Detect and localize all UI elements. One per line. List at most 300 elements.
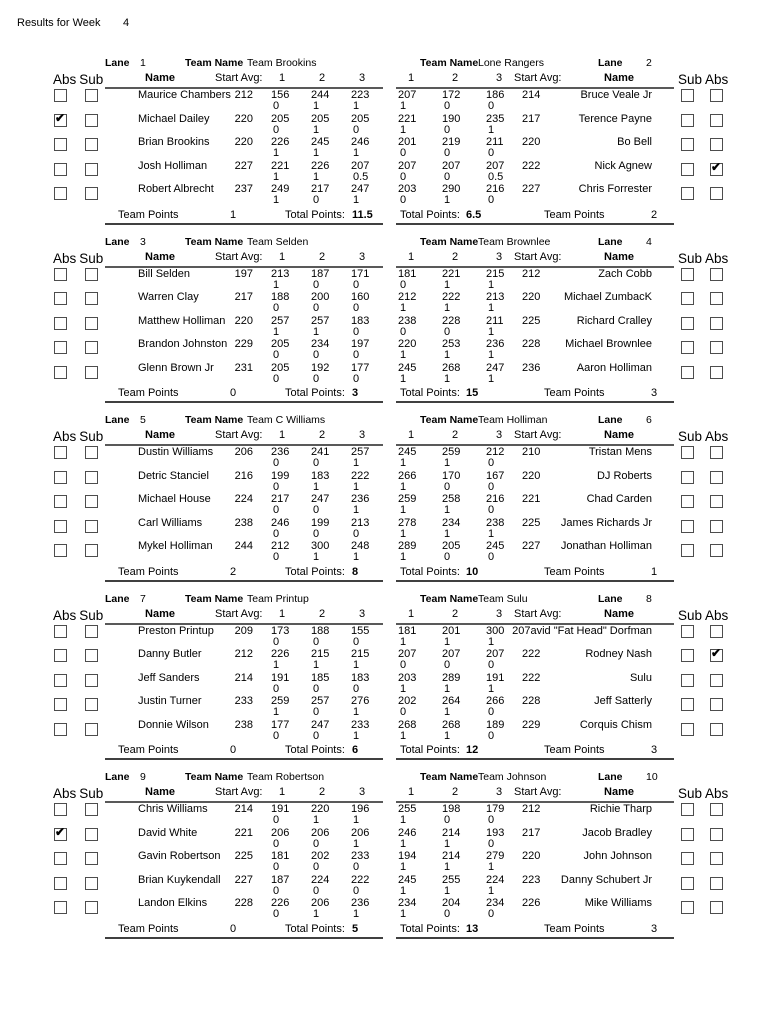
col-header-game-1: 1 bbox=[279, 250, 286, 263]
sub-checkbox[interactable] bbox=[681, 366, 694, 379]
sub-checkbox[interactable] bbox=[85, 138, 98, 151]
abs-checkbox[interactable] bbox=[710, 723, 723, 736]
game-points: 1 bbox=[273, 147, 280, 159]
sub-checkbox[interactable] bbox=[681, 544, 694, 557]
abs-checkbox[interactable] bbox=[710, 317, 723, 330]
sub-checkbox[interactable] bbox=[85, 341, 98, 354]
player-start-avg: 216 bbox=[234, 469, 253, 482]
abs-checkbox[interactable] bbox=[710, 138, 723, 151]
sub-checkbox[interactable] bbox=[85, 268, 98, 281]
checkbox-row bbox=[678, 291, 744, 316]
points-row bbox=[105, 303, 383, 315]
game-score: 235 bbox=[486, 112, 505, 125]
col-header-game-1: 1 bbox=[408, 607, 415, 620]
total-points-label: Total Points: bbox=[285, 387, 345, 399]
abs-checkbox[interactable] bbox=[710, 341, 723, 354]
sub-checkbox[interactable] bbox=[85, 292, 98, 305]
sub-checkbox[interactable] bbox=[85, 803, 98, 816]
sub-checkbox[interactable] bbox=[85, 852, 98, 865]
abs-checkbox[interactable] bbox=[710, 646, 723, 662]
player-start-avg: 227 bbox=[234, 873, 253, 886]
player-start-avg: 221 bbox=[522, 493, 541, 505]
checkbox-header bbox=[53, 57, 105, 88]
col-header-game-1: 1 bbox=[279, 607, 286, 620]
sub-checkbox[interactable] bbox=[681, 292, 694, 305]
player-row bbox=[105, 874, 383, 886]
checkbox-header bbox=[53, 414, 105, 445]
table-footer bbox=[105, 385, 383, 403]
player-name: Danny Schubert Jr bbox=[560, 873, 652, 886]
player-start-avg: 223 bbox=[522, 873, 541, 886]
abs-label: Abs bbox=[705, 250, 729, 266]
checkbox-row bbox=[678, 316, 744, 341]
points-row bbox=[105, 280, 383, 292]
player-start-avg: 214 bbox=[234, 803, 253, 815]
player-name: Jacob Bradley bbox=[582, 826, 652, 839]
player-row bbox=[396, 338, 674, 350]
game-score: 268 bbox=[442, 361, 461, 374]
total-points-value: 8 bbox=[352, 565, 359, 578]
game-score: 224 bbox=[486, 873, 505, 886]
table-header bbox=[105, 593, 383, 607]
game-points: 1 bbox=[313, 123, 320, 136]
points-row bbox=[396, 862, 674, 874]
checkbox-row bbox=[678, 340, 744, 365]
abs-checkbox[interactable] bbox=[54, 163, 67, 176]
table-footer bbox=[105, 207, 383, 225]
player-start-avg: 226 bbox=[522, 897, 541, 909]
sub-checkbox[interactable] bbox=[681, 114, 694, 127]
abs-checkbox[interactable] bbox=[710, 852, 723, 865]
game-points: 1 bbox=[444, 635, 451, 648]
col-header-game-3: 3 bbox=[496, 250, 503, 263]
abs-checkbox[interactable] bbox=[710, 544, 723, 557]
abs-checkbox[interactable] bbox=[54, 625, 67, 638]
game-score: 207 bbox=[398, 648, 417, 660]
game-score: 170 bbox=[442, 469, 461, 482]
table-footer bbox=[105, 564, 383, 582]
player-start-avg: 220 bbox=[522, 136, 541, 148]
checkbox-row bbox=[53, 137, 105, 162]
team-points-value: 0 bbox=[230, 744, 237, 756]
game-score: 268 bbox=[442, 718, 461, 731]
game-score: 171 bbox=[351, 267, 370, 280]
game-points: 0 bbox=[313, 372, 320, 385]
game-points: 0 bbox=[273, 635, 280, 648]
abs-checkbox[interactable] bbox=[710, 698, 723, 711]
abs-checkbox[interactable] bbox=[710, 877, 723, 890]
abs-checkbox[interactable] bbox=[54, 877, 67, 890]
game-score: 206 bbox=[311, 826, 330, 839]
game-points: 1 bbox=[313, 100, 320, 112]
abs-checkbox[interactable] bbox=[54, 341, 67, 354]
points-row bbox=[105, 101, 383, 113]
player-row bbox=[105, 291, 383, 303]
player-start-avg: 222 bbox=[522, 648, 541, 660]
game-points: 1 bbox=[313, 814, 320, 826]
sub-checkbox[interactable] bbox=[681, 828, 694, 841]
sub-checkbox[interactable] bbox=[681, 723, 694, 736]
checkbox-row bbox=[678, 697, 744, 722]
sub-checkbox[interactable] bbox=[85, 674, 98, 687]
column-headers bbox=[396, 71, 674, 89]
left-team-table bbox=[45, 57, 383, 225]
game-score: 247 bbox=[311, 493, 330, 505]
points-row bbox=[105, 886, 383, 898]
sub-checkbox[interactable] bbox=[681, 649, 694, 662]
sub-abs-panel bbox=[674, 57, 744, 225]
game-score: 185 bbox=[311, 671, 330, 684]
player-row bbox=[396, 517, 674, 529]
table-header bbox=[105, 414, 383, 428]
game-points: 0 bbox=[400, 706, 407, 718]
abs-checkbox[interactable] bbox=[710, 901, 723, 914]
abs-checkbox[interactable] bbox=[710, 446, 723, 459]
player-start-avg: 212 bbox=[234, 89, 253, 101]
abs-checkbox[interactable] bbox=[54, 187, 67, 200]
abs-sub-panel bbox=[45, 57, 105, 225]
sub-checkbox[interactable] bbox=[681, 446, 694, 459]
total-points-value: 10 bbox=[466, 565, 479, 578]
player-name: Robert Albrecht bbox=[138, 183, 214, 195]
checkbox-header bbox=[678, 771, 744, 802]
abs-checkbox[interactable] bbox=[54, 649, 67, 662]
game-score: 259 bbox=[398, 493, 417, 505]
game-score: 224 bbox=[311, 873, 330, 886]
abs-checkbox[interactable] bbox=[54, 138, 67, 151]
abs-checkbox[interactable] bbox=[54, 110, 67, 127]
checkbox-row bbox=[678, 543, 744, 568]
game-points: 0 bbox=[353, 861, 360, 873]
abs-sub-panel bbox=[45, 771, 105, 939]
abs-checkbox[interactable] bbox=[710, 159, 723, 176]
points-row bbox=[105, 862, 383, 874]
abs-checkbox[interactable] bbox=[710, 674, 723, 687]
total-points-value: 11.5 bbox=[352, 208, 373, 221]
game-points: 0 bbox=[313, 504, 320, 516]
lane-number: 3 bbox=[140, 235, 146, 248]
table-header bbox=[105, 236, 383, 250]
sub-checkbox[interactable] bbox=[85, 163, 98, 176]
points-row bbox=[105, 660, 383, 672]
sub-checkbox[interactable] bbox=[681, 268, 694, 281]
sub-checkbox[interactable] bbox=[681, 520, 694, 533]
lane-number: 1 bbox=[140, 57, 146, 69]
sub-checkbox[interactable] bbox=[681, 471, 694, 484]
sub-checkbox[interactable] bbox=[85, 187, 98, 200]
total-points-label: Total Points: bbox=[285, 208, 345, 221]
col-header-name: Name bbox=[604, 72, 634, 84]
player-start-avg: 222 bbox=[522, 159, 541, 172]
player-row bbox=[396, 719, 674, 731]
checkbox-header bbox=[678, 593, 744, 624]
player-row bbox=[396, 89, 674, 101]
game-points: 0 bbox=[400, 194, 407, 206]
abs-checkbox[interactable] bbox=[710, 471, 723, 484]
sub-checkbox[interactable] bbox=[85, 317, 98, 330]
table-gap bbox=[383, 236, 396, 404]
game-points: 1 bbox=[353, 837, 360, 850]
points-row bbox=[396, 148, 674, 160]
column-headers bbox=[396, 785, 674, 803]
player-start-avg: 227 bbox=[522, 183, 541, 195]
points-row bbox=[396, 458, 674, 470]
game-points: 0 bbox=[273, 682, 280, 695]
abs-label: Abs bbox=[705, 786, 729, 801]
team-points-label: Team Points bbox=[544, 565, 605, 578]
sub-checkbox[interactable] bbox=[681, 698, 694, 711]
game-points: 1 bbox=[400, 861, 407, 873]
game-score: 238 bbox=[486, 516, 505, 529]
points-row bbox=[396, 505, 674, 517]
player-start-avg: 222 bbox=[522, 671, 541, 684]
points-row bbox=[396, 350, 674, 362]
game-score: 167 bbox=[486, 469, 505, 482]
points-row bbox=[396, 125, 674, 137]
team-name-value: Team Robertson bbox=[247, 771, 325, 783]
game-score: 201 bbox=[398, 136, 417, 148]
col-header-name: Name bbox=[145, 72, 175, 84]
sub-label: Sub bbox=[79, 429, 104, 444]
game-score: 226 bbox=[271, 136, 290, 148]
abs-checkbox[interactable] bbox=[54, 698, 67, 711]
sub-checkbox[interactable] bbox=[85, 114, 98, 127]
team-name-label: Team Name bbox=[185, 592, 244, 605]
abs-checkbox[interactable] bbox=[710, 625, 723, 638]
sub-checkbox[interactable] bbox=[681, 674, 694, 687]
team-points-value: 3 bbox=[651, 922, 658, 935]
abs-checkbox[interactable] bbox=[710, 520, 723, 533]
abs-checkbox[interactable] bbox=[54, 495, 67, 508]
abs-checkbox[interactable] bbox=[710, 268, 723, 281]
game-score: 258 bbox=[442, 493, 461, 505]
game-points: 0 bbox=[444, 123, 451, 136]
sub-checkbox[interactable] bbox=[681, 341, 694, 354]
game-score: 206 bbox=[271, 826, 290, 839]
checkbox-row bbox=[678, 159, 744, 187]
game-points: 0 bbox=[444, 908, 451, 920]
abs-checkbox[interactable] bbox=[54, 723, 67, 736]
abs-checkbox[interactable] bbox=[54, 544, 67, 557]
game-points: 1 bbox=[400, 372, 407, 385]
player-start-avg: 220 bbox=[522, 469, 541, 482]
game-score: 188 bbox=[271, 291, 290, 303]
points-row bbox=[396, 195, 674, 207]
abs-label: Abs bbox=[705, 607, 729, 623]
sub-checkbox[interactable] bbox=[85, 471, 98, 484]
player-name: Brian Brookins bbox=[138, 136, 210, 148]
sub-checkbox[interactable] bbox=[681, 187, 694, 200]
team-name-value: Team Sulu bbox=[478, 592, 528, 605]
lane-label: Lane bbox=[598, 592, 623, 605]
sub-checkbox[interactable] bbox=[681, 495, 694, 508]
player-name: 207avid "Fat Head" Dorfman bbox=[512, 624, 652, 637]
game-points: 1 bbox=[400, 527, 407, 540]
abs-checkbox[interactable] bbox=[54, 674, 67, 687]
game-score: 205 bbox=[442, 540, 461, 552]
abs-checkbox[interactable] bbox=[54, 471, 67, 484]
abs-checkbox[interactable] bbox=[54, 366, 67, 379]
sub-checkbox[interactable] bbox=[85, 446, 98, 459]
sub-checkbox[interactable] bbox=[681, 138, 694, 151]
sub-checkbox[interactable] bbox=[85, 649, 98, 662]
sub-checkbox[interactable] bbox=[85, 901, 98, 914]
abs-checkbox[interactable] bbox=[710, 495, 723, 508]
game-score: 226 bbox=[271, 648, 290, 660]
sub-label: Sub bbox=[79, 786, 104, 801]
player-start-avg: 220 bbox=[522, 850, 541, 862]
game-score: 207 bbox=[442, 648, 461, 660]
checkbox-row bbox=[53, 697, 105, 722]
matchup-row bbox=[45, 593, 784, 761]
col-header-game-3: 3 bbox=[496, 429, 503, 441]
col-header-name: Name bbox=[145, 250, 175, 263]
checkbox-row bbox=[53, 316, 105, 341]
sub-checkbox[interactable] bbox=[681, 163, 694, 176]
col-header-game-2: 2 bbox=[319, 429, 326, 441]
sub-checkbox[interactable] bbox=[85, 625, 98, 638]
abs-checkbox[interactable] bbox=[54, 317, 67, 330]
game-score: 233 bbox=[351, 850, 370, 862]
abs-checkbox[interactable] bbox=[710, 366, 723, 379]
team-name-value: Team Brookins bbox=[247, 57, 317, 69]
sub-checkbox[interactable] bbox=[681, 317, 694, 330]
lane-number: 4 bbox=[646, 235, 652, 248]
abs-checkbox[interactable] bbox=[54, 852, 67, 865]
game-points: 0 bbox=[444, 659, 451, 671]
abs-checkbox[interactable] bbox=[54, 901, 67, 914]
player-row bbox=[396, 493, 674, 505]
team-points-label: Team Points bbox=[118, 565, 179, 578]
checkbox-row bbox=[678, 470, 744, 495]
game-score: 191 bbox=[486, 671, 505, 684]
game-score: 207 bbox=[398, 159, 417, 172]
abs-checkbox[interactable] bbox=[54, 292, 67, 305]
total-points-value: 12 bbox=[466, 744, 479, 756]
col-header-start-avg: Start Avg: bbox=[514, 429, 562, 441]
sub-checkbox[interactable] bbox=[681, 89, 694, 102]
sub-checkbox[interactable] bbox=[681, 625, 694, 638]
player-row bbox=[105, 897, 383, 909]
game-points: 0 bbox=[400, 659, 407, 671]
abs-checkbox[interactable] bbox=[710, 292, 723, 305]
player-name: David White bbox=[138, 826, 198, 839]
game-score: 248 bbox=[351, 540, 370, 552]
player-name: Landon Elkins bbox=[138, 897, 208, 909]
sub-checkbox[interactable] bbox=[681, 803, 694, 816]
game-score: 245 bbox=[311, 136, 330, 148]
game-points: 1 bbox=[400, 551, 407, 563]
game-points: 1 bbox=[444, 372, 451, 385]
checkbox-row bbox=[678, 851, 744, 876]
game-points: 0 bbox=[488, 504, 495, 516]
player-start-avg: 209 bbox=[234, 624, 253, 637]
game-points: 0 bbox=[273, 551, 280, 563]
game-points: 0 bbox=[444, 325, 451, 338]
right-team-table bbox=[396, 771, 744, 939]
checkmark-icon: ✔ bbox=[711, 159, 722, 174]
col-header-name: Name bbox=[145, 786, 175, 798]
game-score: 255 bbox=[398, 803, 417, 815]
abs-checkbox[interactable] bbox=[54, 803, 67, 816]
column-headers bbox=[396, 428, 674, 446]
game-score: 246 bbox=[271, 516, 290, 529]
game-points: 0 bbox=[273, 861, 280, 873]
player-start-avg: 206 bbox=[234, 446, 253, 458]
game-points: 1 bbox=[313, 147, 320, 159]
team-points-label: Team Points bbox=[544, 208, 605, 221]
sub-checkbox[interactable] bbox=[85, 366, 98, 379]
sub-checkbox[interactable] bbox=[681, 852, 694, 865]
player-row bbox=[396, 672, 674, 684]
game-score: 183 bbox=[311, 469, 330, 482]
sub-checkbox[interactable] bbox=[85, 828, 98, 841]
sub-checkbox[interactable] bbox=[85, 89, 98, 102]
abs-checkbox[interactable] bbox=[710, 89, 723, 102]
checkbox-row bbox=[678, 876, 744, 901]
abs-checkbox[interactable] bbox=[710, 803, 723, 816]
abs-checkbox[interactable] bbox=[710, 828, 723, 841]
checkbox-row bbox=[53, 824, 105, 852]
checkbox-row bbox=[678, 88, 744, 113]
abs-checkbox[interactable] bbox=[54, 446, 67, 459]
player-name: Sulu bbox=[629, 671, 652, 684]
sub-checkbox[interactable] bbox=[85, 520, 98, 533]
game-score: 211 bbox=[486, 314, 504, 327]
checkbox-row bbox=[678, 445, 744, 470]
checkbox-row bbox=[678, 186, 744, 211]
sub-checkbox[interactable] bbox=[681, 877, 694, 890]
game-score: 220 bbox=[398, 338, 417, 350]
abs-checkbox[interactable] bbox=[710, 114, 723, 127]
lane-label: Lane bbox=[105, 235, 130, 248]
sub-checkbox[interactable] bbox=[85, 698, 98, 711]
game-points: 1 bbox=[273, 706, 280, 718]
game-points: 1 bbox=[400, 682, 407, 695]
col-header-game-2: 2 bbox=[452, 72, 459, 84]
abs-checkbox[interactable] bbox=[54, 268, 67, 281]
total-points-value: 5 bbox=[352, 922, 359, 935]
player-name: Zach Cobb bbox=[598, 267, 652, 280]
abs-checkbox[interactable] bbox=[710, 187, 723, 200]
sub-checkbox[interactable] bbox=[681, 901, 694, 914]
sub-checkbox[interactable] bbox=[85, 544, 98, 557]
game-points: 0 bbox=[313, 682, 320, 695]
player-start-avg: 221 bbox=[234, 826, 253, 839]
game-score: 212 bbox=[398, 291, 417, 303]
abs-checkbox[interactable] bbox=[54, 824, 67, 841]
table-header bbox=[396, 593, 674, 607]
game-score: 241 bbox=[311, 446, 330, 458]
team-table bbox=[105, 771, 383, 939]
col-header-game-3: 3 bbox=[359, 786, 366, 798]
abs-checkbox[interactable] bbox=[54, 520, 67, 533]
player-name: Aaron Holliman bbox=[576, 361, 652, 374]
game-score: 207 bbox=[486, 159, 505, 172]
sub-checkbox[interactable] bbox=[85, 877, 98, 890]
total-points-label: Total Points: bbox=[400, 744, 460, 756]
sub-checkbox[interactable] bbox=[85, 723, 98, 736]
game-score: 244 bbox=[311, 89, 330, 101]
game-score: 214 bbox=[442, 826, 461, 839]
game-score: 181 bbox=[271, 850, 290, 862]
game-score: 214 bbox=[442, 850, 461, 862]
game-score: 236 bbox=[486, 338, 505, 350]
abs-checkbox[interactable] bbox=[54, 89, 67, 102]
game-points: 1 bbox=[313, 325, 320, 338]
team-name-label: Team Name bbox=[420, 771, 479, 783]
sub-checkbox[interactable] bbox=[85, 495, 98, 508]
